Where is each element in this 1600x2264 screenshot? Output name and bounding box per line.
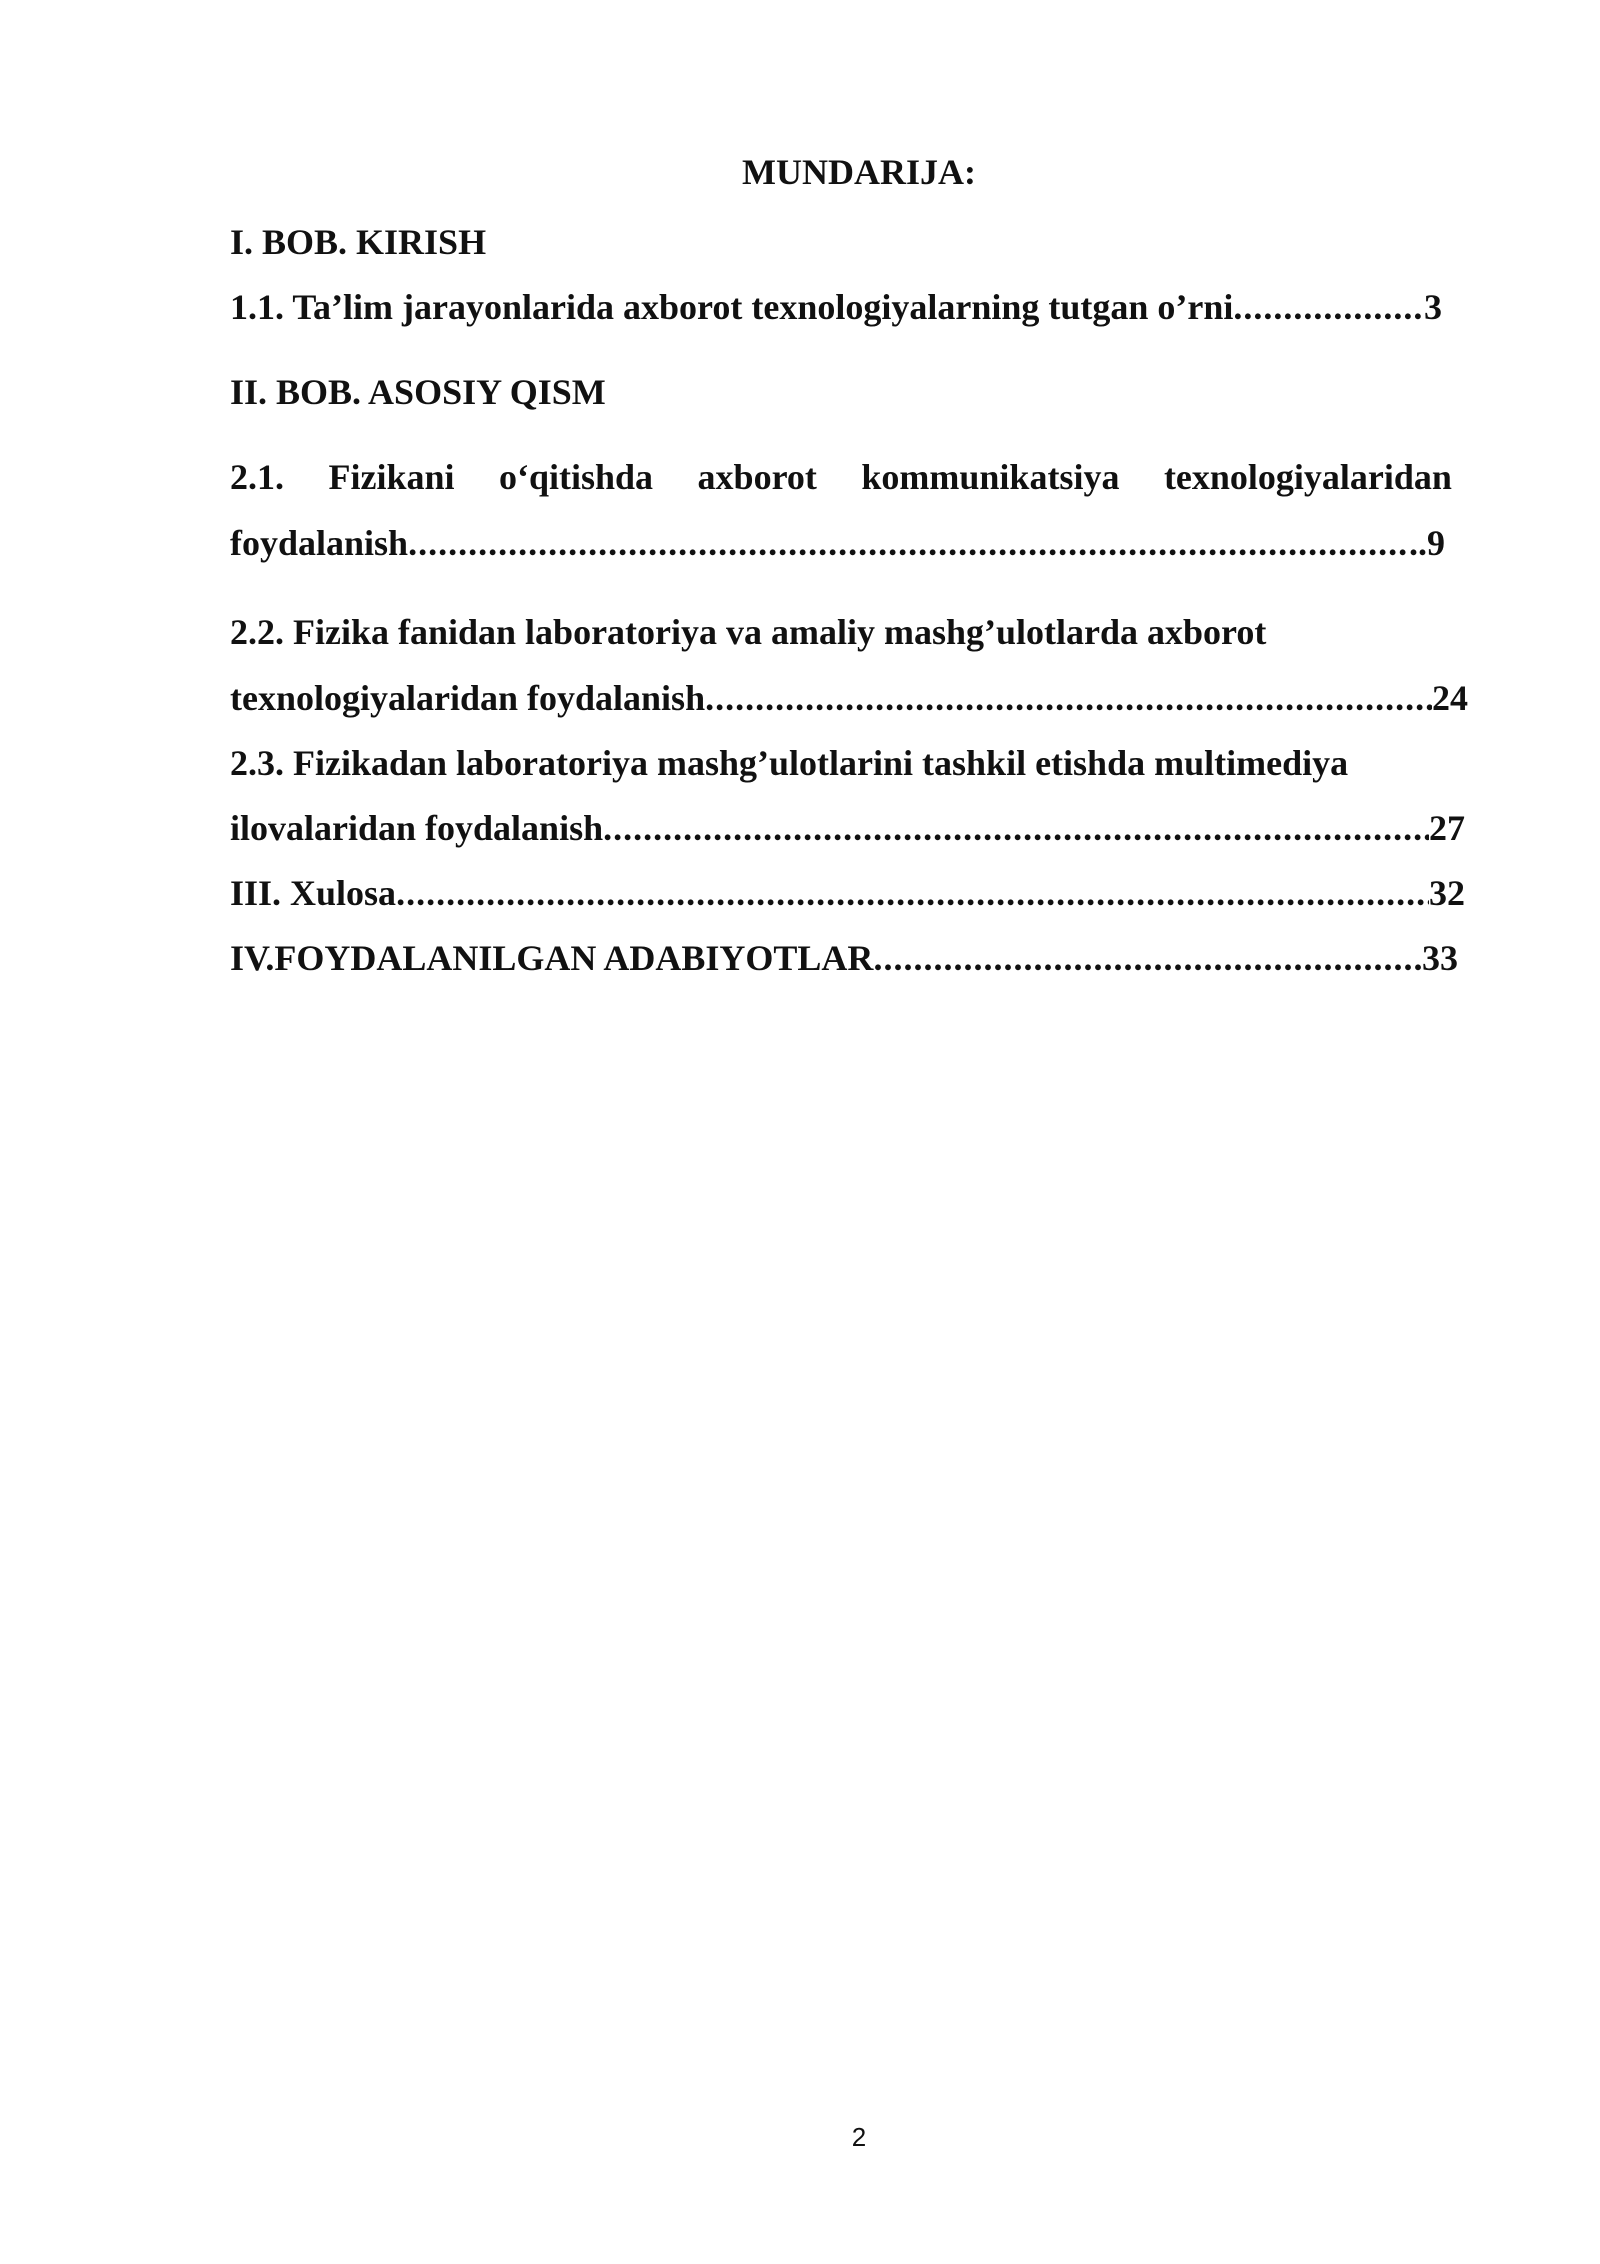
toc-entry-page: 24 [1432, 678, 1468, 718]
toc-entry-page: ..9 [1409, 523, 1445, 563]
toc-entry-page: 27 [1429, 808, 1465, 848]
dot-leader [396, 871, 1429, 915]
page-number: 2 [851, 2122, 867, 2152]
toc-entry-label: foydalanish [230, 523, 409, 563]
dot-leader [873, 936, 1422, 980]
toc-entry-2-2-line1: 2.2. Fizika fanidan laboratoriya va amaliy mashg’ulotlarda axborot [230, 612, 1267, 652]
dot-leader [705, 676, 1432, 720]
toc-word: o‘qitishda [499, 457, 654, 497]
toc-chapter-2: II. BOB. ASOSIY QISM [230, 372, 606, 412]
toc-entry-2-3-line2 [230, 806, 1465, 850]
toc-word: texnologiyalaridan [1163, 457, 1452, 497]
dot-leader [408, 521, 1409, 565]
dot-leader [1233, 285, 1424, 329]
toc-entry-2-3-line1: 2.3. Fizikadan laboratoriya mashg’ulotlarini tashkil etishda multimediya [230, 743, 1349, 783]
dot-leader [603, 806, 1429, 850]
toc-word: 2.1. [230, 457, 284, 497]
toc-chapter-1: I. BOB. KIRISH [230, 222, 487, 262]
toc-word: kommunikatsiya [861, 457, 1120, 497]
toc-entry-label: III. Xulosa [230, 873, 397, 913]
toc-word: Fizikani [328, 457, 455, 497]
toc-entry-2-2-line2 [230, 676, 1468, 720]
toc-entry-2-1-line1 [230, 455, 1452, 499]
toc-entry-label: 1.1. Ta’lim jarayonlarida axborot texnologiyalarning tutgan o’rni [230, 287, 1234, 327]
toc-entry-conclusion [230, 871, 1465, 915]
toc-entry-2-1-line2 [230, 521, 1445, 565]
toc-entry-page: 33 [1422, 938, 1458, 978]
toc-entry-label: texnologiyalaridan foydalanish [230, 678, 706, 718]
toc-entry-label: ilovalaridan foydalanish [230, 808, 604, 848]
toc-entry-references [230, 936, 1458, 980]
toc-title: MUNDARIJA: [742, 152, 976, 192]
toc-entry-1-1 [230, 285, 1442, 329]
toc-word: axborot [697, 457, 817, 497]
toc-entry-page: 32 [1429, 873, 1465, 913]
toc-entry-label: IV.FOYDALANILGAN ADABIYOTLAR [230, 938, 874, 978]
toc-entry-page: 3 [1424, 287, 1442, 327]
